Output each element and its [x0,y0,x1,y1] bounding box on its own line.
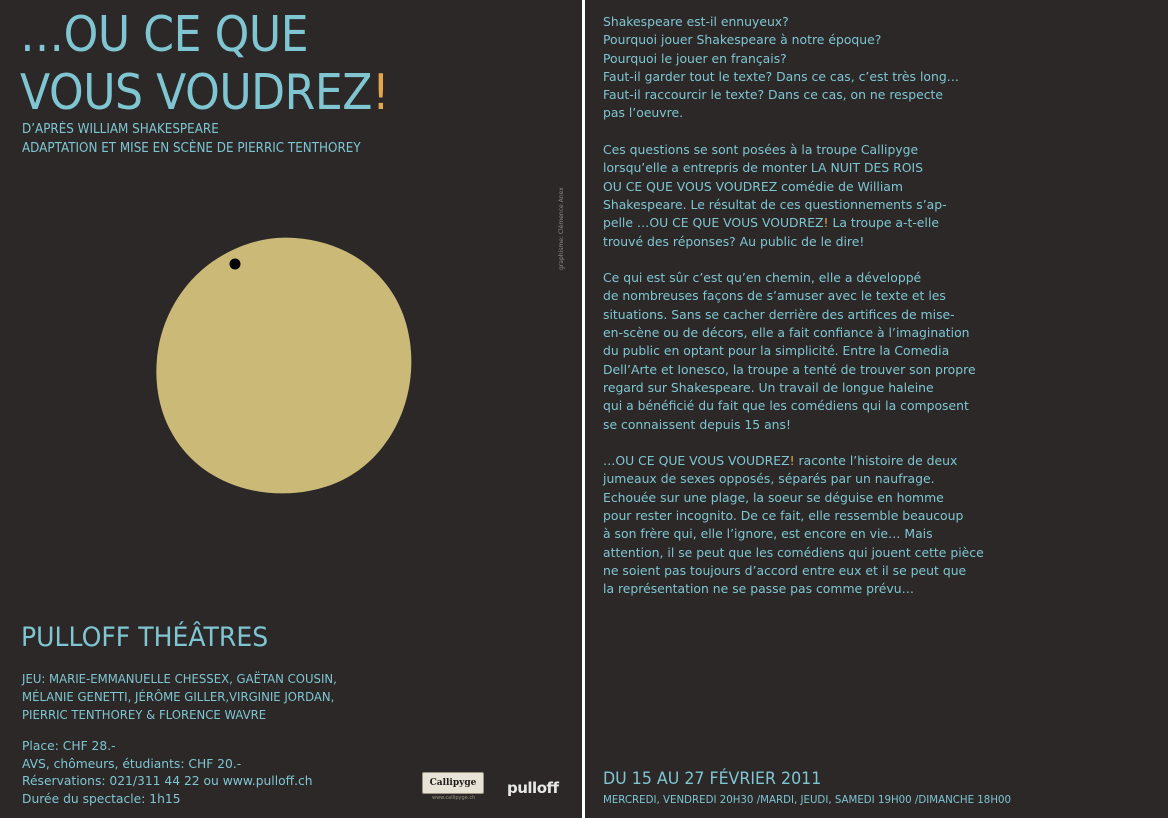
text-line: lorsqu’elle a entrepris de monter LA NUIT DES ROIS [603,160,924,176]
text-line: en-scène ou de décors, elle a fait confiance à l’imagination [603,325,970,341]
graphic-credit: graphisme: Clémence Anex [558,187,565,270]
pulloff-logo: pulloff [507,779,559,797]
text-segment: pelle …OU CE QUE VOUS VOUDREZ [603,215,824,231]
text-line: Pourquoi le jouer en français? [603,50,787,66]
text-segment: raconte l’histoire de deux [794,453,958,469]
text-segment: La troupe a-t-elle [828,215,939,231]
text-line: regard sur Shakespeare. Un travail de longue haleine [603,379,934,395]
text-line: du public en optant pour la simplicité. Entre la Comedia [603,343,950,359]
text-line: trouvé des réponses? Au public de le dire! [603,233,865,249]
performance-schedule: MERCREDI, VENDREDI 20H30 /MARDI, JEUDI, SAMEDI 19H00 /DIMANCHE 18H00 [603,793,1012,806]
title-line-2-text: VOUS VOUDREZ [20,64,373,121]
moon-shape [156,238,411,494]
text-line: qui a bénéficié du fait que les comédiens qui la composent [603,398,969,414]
cast-line-3: PIERRIC TENTHOREY & FLORENCE WAVRE [22,708,267,722]
text-line: Faut-il raccourcir le texte? Dans ce cas, on ne respecte [603,87,944,103]
text-line: de nombreuses façons de s’amuser avec le texte et les [603,288,946,304]
title-exclamation: ! [372,64,390,121]
play-title [20,6,389,122]
text-line: pour rester incognito. De ce fait, elle ressemble beaucoup [603,508,964,524]
black-dot [230,259,241,270]
text-line: jumeaux de sexes opposés, séparés par un naufrage. [603,471,935,487]
text-line: ne soient pas toujours d’accord entre eux et il se peut que [603,562,967,578]
reservations: Réservations: 021/311 44 22 ou www.pulloff.ch [22,774,313,788]
callipyge-logo [420,772,486,802]
callipyge-logo-box [422,772,484,794]
text-line: Ces questions se sont posées à la troupe Callipyge [603,142,919,158]
paragraph-troupe [603,141,1023,251]
subtitle [22,120,361,158]
accent-exclamation: ! [823,215,829,231]
text-line: situations. Sans se cacher derrière des artifices de mise- [603,306,955,322]
performance-dates: DU 15 AU 27 FÉVRIER 2011 [603,769,822,789]
subtitle-line-1: D’APRÈS WILLIAM SHAKESPEARE [22,122,219,137]
cast-list [22,670,337,724]
ticket-info [22,738,313,808]
cast-line-2: MÉLANIE GENETTI, JÉRÔME GILLER,VIRGINIE JORDAN, [22,690,335,704]
price-full: Place: CHF 28.- [22,739,116,753]
text-line: à son frère qui, elle l’ignore, est encore en vie… Mais [603,526,933,542]
text-line: Pourquoi jouer Shakespeare à notre époque? [603,32,882,48]
callipyge-url: www.callipyge.ch [432,795,476,801]
duration: Durée du spectacle: 1h15 [22,791,181,806]
text-line: Echouée sur une plage, la soeur se déguise en homme [603,489,944,505]
accent-exclamation: ! [789,453,795,469]
text-line: pas l’oeuvre. [603,105,684,121]
moon-illustration [140,230,440,510]
text-line: attention, il se peut que les comédiens qui jouent cette pièce [603,544,984,560]
text-line: Shakespeare. Le résultat de ces questionnements s’ap- [603,196,947,212]
text-line: se connaissent depuis 15 ans! [603,416,791,432]
text-line: la représentation ne se passe pas comme prévu… [603,581,914,597]
text-line: Dell’Arte et Ionesco, la troupe a tenté de trouver son propre [603,361,976,377]
paragraph-questions [603,13,1023,123]
text-segment: …OU CE QUE VOUS VOUDREZ [603,453,790,469]
paragraph-story [603,452,1023,598]
title-line-1: …OU CE QUE [20,6,309,63]
title-line-2 [20,64,389,122]
cast-line-1: JEU: MARIE-EMMANUELLE CHESSEX, GAËTAN COUSIN, [22,672,337,686]
price-reduced: AVS, chômeurs, étudiants: CHF 20.- [22,756,242,771]
left-page [0,0,582,818]
text-line [603,452,1023,470]
venue-name: PULLOFF THÉÂTRES [21,622,269,653]
callipyge-logo-text: Callipyge [429,778,477,788]
paragraph-approach [603,269,1023,434]
text-line: Faut-il garder tout le texte? Dans ce cas, c’est très long… [603,68,960,84]
text-line: Shakespeare est-il ennuyeux? [603,14,789,29]
text-line [603,214,1023,232]
subtitle-line-2: ADAPTATION ET MISE EN SCÈNE DE PIERRIC TENTHOREY [22,141,361,156]
description-text [603,13,1023,617]
text-line: OU CE QUE VOUS VOUDREZ comédie de William [603,178,903,194]
text-line: Ce qui est sûr c’est qu’en chemin, elle a développé [603,270,922,286]
